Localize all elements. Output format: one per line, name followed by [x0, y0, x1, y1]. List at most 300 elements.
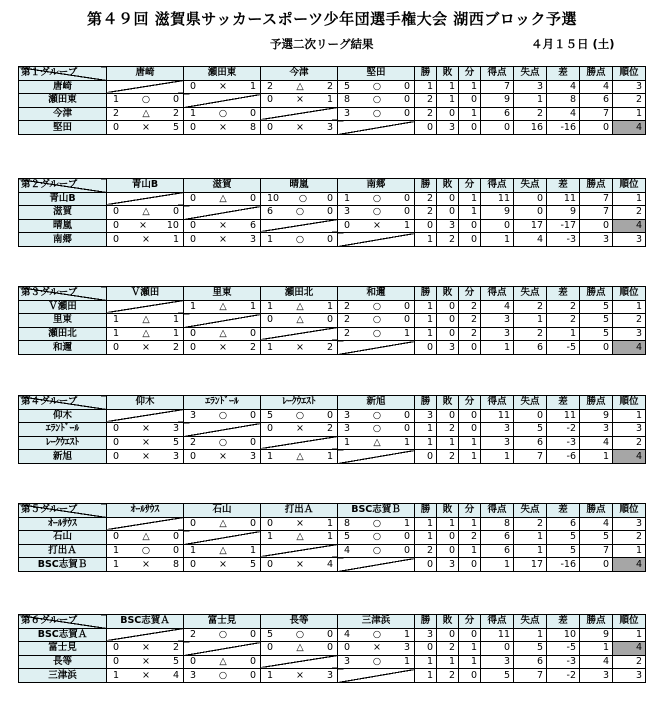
stat-header: 得点 — [481, 504, 514, 518]
match-result-cell — [107, 655, 184, 669]
match-result-cell — [184, 409, 261, 423]
self-match-cell — [338, 669, 415, 683]
goals-against-cell: 1 — [514, 544, 547, 558]
wins-cell: 1 — [415, 233, 437, 247]
result-mark: × — [219, 558, 227, 570]
result-mark: ○ — [298, 192, 308, 204]
own-score: 3 — [344, 409, 351, 421]
rank-cell: 1 — [613, 544, 646, 558]
own-score: 0 — [113, 437, 120, 449]
rank-cell: 2 — [613, 436, 646, 450]
draws-cell: 0 — [459, 628, 481, 642]
match-result-cell — [261, 517, 338, 531]
opp-score: 2 — [326, 423, 333, 435]
stat-header: 分 — [459, 179, 481, 193]
team-name: ﾚｰｸｳｴｽﾄ — [19, 436, 107, 450]
own-score: 2 — [190, 628, 197, 640]
goals-against-cell: 7 — [514, 669, 547, 683]
match-result-cell — [261, 300, 338, 314]
match-result-cell — [107, 642, 184, 656]
losses-cell: 1 — [437, 80, 459, 94]
opponent-header: 三津浜 — [338, 615, 415, 629]
goals-for-cell: 4 — [481, 300, 514, 314]
draws-cell: 0 — [459, 121, 481, 135]
result-mark: △ — [142, 206, 150, 218]
rank-cell: 3 — [613, 233, 646, 247]
match-result-cell — [107, 219, 184, 233]
goals-against-cell: 2 — [514, 107, 547, 121]
opp-score: 2 — [326, 80, 333, 92]
own-score: 1 — [113, 314, 120, 326]
group-header-row — [19, 615, 646, 629]
result-mark: △ — [142, 328, 150, 340]
opp-score: 0 — [326, 192, 333, 204]
stat-header: 勝点 — [580, 504, 613, 518]
opponent-header: 南郷 — [338, 179, 415, 193]
own-score: 0 — [113, 531, 120, 543]
goals-for-cell: 1 — [481, 558, 514, 572]
opp-score: 1 — [172, 314, 179, 326]
points-cell: 7 — [580, 192, 613, 206]
result-mark: × — [138, 220, 147, 232]
own-score: 0 — [113, 642, 120, 654]
match-result-cell — [184, 544, 261, 558]
team-row — [19, 192, 646, 206]
self-match-cell — [261, 327, 338, 341]
goal-diff-cell: 5 — [547, 544, 580, 558]
match-result-cell — [338, 531, 415, 545]
opp-score: 0 — [403, 423, 410, 435]
own-score: 4 — [344, 628, 351, 640]
stat-header: 勝点 — [580, 67, 613, 81]
opp-score: 0 — [403, 94, 410, 106]
stat-header: 勝 — [415, 615, 437, 629]
goals-for-cell: 3 — [481, 314, 514, 328]
own-score: 3 — [344, 108, 351, 120]
opponent-header: 長等 — [261, 615, 338, 629]
page-title: 第４９回 滋賀県サッカースポーツ少年団選手権大会 湖西ブロック予選 — [87, 10, 577, 28]
points-cell: 1 — [580, 642, 613, 656]
match-result-cell — [338, 517, 415, 531]
goal-diff-cell: 2 — [547, 300, 580, 314]
match-result-cell — [107, 107, 184, 121]
rank-cell: 2 — [613, 206, 646, 220]
losses-cell: 0 — [437, 327, 459, 341]
opp-score: 3 — [326, 121, 333, 133]
result-mark: × — [219, 121, 227, 133]
opp-score: 0 — [249, 437, 256, 449]
goals-for-cell: 1 — [481, 233, 514, 247]
goals-against-cell: 5 — [514, 423, 547, 437]
stat-header: 得点 — [481, 396, 514, 410]
result-mark: × — [219, 341, 227, 353]
result-mark: ○ — [218, 669, 228, 681]
own-score: 0 — [267, 642, 274, 654]
opp-score: 1 — [403, 517, 410, 529]
goals-against-cell: 0 — [514, 206, 547, 220]
own-score: 0 — [267, 314, 274, 326]
points-cell: 9 — [580, 409, 613, 423]
own-score: 1 — [267, 341, 274, 353]
points-cell: 9 — [580, 628, 613, 642]
result-mark: △ — [142, 314, 150, 326]
team-row — [19, 655, 646, 669]
group-name: 第２グループ — [19, 179, 107, 193]
own-score: 1 — [344, 192, 351, 204]
own-score: 3 — [344, 206, 351, 218]
goals-for-cell: 6 — [481, 107, 514, 121]
result-mark: × — [142, 450, 150, 462]
self-match-cell — [261, 107, 338, 121]
goals-against-cell: 2 — [514, 300, 547, 314]
opp-score: 10 — [166, 220, 179, 232]
opp-score: 0 — [403, 409, 410, 421]
goals-for-cell: 3 — [481, 327, 514, 341]
match-result-cell — [338, 219, 415, 233]
group-name: 第３グループ — [19, 287, 107, 301]
wins-cell: 0 — [415, 219, 437, 233]
rank-cell: 2 — [613, 655, 646, 669]
own-score: 0 — [190, 328, 197, 340]
wins-cell: 2 — [415, 107, 437, 121]
own-score: 0 — [267, 121, 274, 133]
draws-cell: 2 — [459, 327, 481, 341]
stat-header: 失点 — [514, 179, 547, 193]
goals-against-cell: 1 — [514, 531, 547, 545]
own-score: 2 — [267, 80, 274, 92]
match-result-cell — [261, 341, 338, 355]
stat-header: 得点 — [481, 67, 514, 81]
own-score: 1 — [267, 450, 274, 462]
losses-cell: 0 — [437, 206, 459, 220]
goals-against-cell: 3 — [514, 80, 547, 94]
draws-cell: 1 — [459, 206, 481, 220]
opponent-header: 青山B — [107, 179, 184, 193]
points-cell: 4 — [580, 436, 613, 450]
goal-diff-cell: -5 — [547, 341, 580, 355]
points-cell: 7 — [580, 107, 613, 121]
team-row — [19, 531, 646, 545]
match-result-cell — [338, 314, 415, 328]
draws-cell: 1 — [459, 544, 481, 558]
match-result-cell — [261, 121, 338, 135]
group-table — [18, 178, 646, 247]
goals-against-cell: 5 — [514, 642, 547, 656]
result-mark: ○ — [372, 108, 382, 120]
draws-cell: 2 — [459, 300, 481, 314]
own-score: 0 — [344, 220, 351, 232]
stat-header: 順位 — [613, 67, 646, 81]
wins-cell: 0 — [415, 121, 437, 135]
wins-cell: 0 — [415, 642, 437, 656]
wins-cell: 1 — [415, 517, 437, 531]
match-result-cell — [184, 450, 261, 464]
result-mark: × — [373, 642, 381, 654]
opponent-header: 新旭 — [338, 396, 415, 410]
own-score: 2 — [344, 328, 351, 340]
opp-score: 5 — [172, 121, 179, 133]
team-name: ｵｰﾙｻｳｽ — [19, 517, 107, 531]
points-cell: 4 — [580, 517, 613, 531]
match-result-cell — [261, 531, 338, 545]
team-name: 今津 — [19, 107, 107, 121]
team-name: 新旭 — [19, 450, 107, 464]
team-row — [19, 423, 646, 437]
own-score: 0 — [113, 423, 120, 435]
opp-score: 0 — [249, 656, 256, 668]
goal-diff-cell: -3 — [547, 233, 580, 247]
points-cell: 0 — [580, 219, 613, 233]
goal-diff-cell: -17 — [547, 219, 580, 233]
points-cell: 0 — [580, 121, 613, 135]
goals-against-cell: 1 — [514, 314, 547, 328]
goal-diff-cell: -6 — [547, 450, 580, 464]
wins-cell: 1 — [415, 669, 437, 683]
team-name: 長等 — [19, 655, 107, 669]
opponent-header: 瀬田北 — [261, 287, 338, 301]
points-cell: 3 — [580, 233, 613, 247]
own-score: 5 — [344, 80, 351, 92]
result-mark: △ — [296, 450, 304, 462]
opponent-header: ｵｰﾙｻｳｽ — [107, 504, 184, 518]
result-mark: △ — [219, 328, 227, 340]
match-result-cell — [184, 300, 261, 314]
group-header-row — [19, 504, 646, 518]
stat-header: 勝点 — [580, 615, 613, 629]
opponent-header: BSC志賀Ａ — [107, 615, 184, 629]
opp-score: 1 — [249, 80, 256, 92]
goal-diff-cell: -3 — [547, 655, 580, 669]
opp-score: 0 — [403, 206, 410, 218]
opp-score: 0 — [249, 628, 256, 640]
group-name: 第４グループ — [19, 396, 107, 410]
losses-cell: 2 — [437, 423, 459, 437]
team-row — [19, 121, 646, 135]
stat-header: 勝 — [415, 504, 437, 518]
opp-score: 0 — [326, 409, 333, 421]
result-mark: ○ — [218, 409, 228, 421]
goals-for-cell: 3 — [481, 655, 514, 669]
opponent-header: Ｖ瀬田 — [107, 287, 184, 301]
match-result-cell — [184, 107, 261, 121]
opp-score: 0 — [403, 545, 410, 557]
match-result-cell — [261, 450, 338, 464]
team-row — [19, 341, 646, 355]
match-result-cell — [184, 341, 261, 355]
goals-against-cell: 1 — [514, 94, 547, 108]
opponent-header: 唐崎 — [107, 67, 184, 81]
rank-cell: 4 — [613, 341, 646, 355]
goals-for-cell: 9 — [481, 94, 514, 108]
result-mark: × — [219, 80, 227, 92]
own-score: 0 — [267, 423, 274, 435]
result-mark: × — [142, 558, 150, 570]
points-cell: 1 — [580, 450, 613, 464]
rank-cell: 4 — [613, 642, 646, 656]
losses-cell: 3 — [437, 219, 459, 233]
own-score: 8 — [344, 517, 351, 529]
goals-for-cell: 6 — [481, 531, 514, 545]
result-mark: △ — [219, 300, 227, 312]
own-score: 1 — [190, 545, 197, 557]
result-mark: ○ — [372, 628, 382, 640]
points-cell: 0 — [580, 341, 613, 355]
losses-cell: 0 — [437, 531, 459, 545]
wins-cell: 2 — [415, 94, 437, 108]
points-cell: 7 — [580, 544, 613, 558]
self-match-cell — [184, 206, 261, 220]
opponent-header: 滋賀 — [184, 179, 261, 193]
own-score: 0 — [113, 220, 120, 232]
own-score: 0 — [190, 656, 197, 668]
points-cell: 5 — [580, 300, 613, 314]
losses-cell: 0 — [437, 409, 459, 423]
match-result-cell — [338, 206, 415, 220]
wins-cell: 1 — [415, 423, 437, 437]
result-mark: × — [296, 517, 304, 529]
result-mark: ○ — [372, 314, 382, 326]
own-score: 3 — [190, 409, 197, 421]
rank-cell: 1 — [613, 192, 646, 206]
self-match-cell — [184, 531, 261, 545]
own-score: 2 — [190, 437, 197, 449]
opp-score: 3 — [249, 450, 256, 462]
stat-header: 順位 — [613, 615, 646, 629]
own-score: 1 — [267, 669, 274, 681]
losses-cell: 0 — [437, 192, 459, 206]
own-score: 2 — [344, 300, 351, 312]
own-score: 1 — [113, 545, 120, 557]
goals-against-cell: 7 — [514, 450, 547, 464]
result-mark: ○ — [372, 656, 382, 668]
group-table — [18, 395, 646, 464]
draws-cell: 0 — [459, 423, 481, 437]
result-mark: ○ — [218, 628, 228, 640]
match-result-cell — [184, 327, 261, 341]
own-score: 0 — [267, 94, 274, 106]
self-match-cell — [338, 121, 415, 135]
own-score: 8 — [344, 94, 351, 106]
team-row — [19, 669, 646, 683]
team-name: 堅田 — [19, 121, 107, 135]
own-score: 0 — [190, 233, 197, 245]
opp-score: 1 — [403, 656, 410, 668]
team-name: 仰木 — [19, 409, 107, 423]
opp-score: 2 — [172, 341, 179, 353]
goals-for-cell: 8 — [481, 517, 514, 531]
goals-against-cell: 17 — [514, 219, 547, 233]
result-mark: ○ — [372, 409, 382, 421]
rank-cell: 3 — [613, 423, 646, 437]
opponent-header: ｴﾗﾝﾄﾞｰﾙ — [184, 396, 261, 410]
team-row — [19, 300, 646, 314]
goals-for-cell: 11 — [481, 628, 514, 642]
self-match-cell — [107, 80, 184, 94]
stat-header: 差 — [547, 615, 580, 629]
match-result-cell — [261, 80, 338, 94]
group-header-row — [19, 287, 646, 301]
stat-header: 分 — [459, 67, 481, 81]
team-row — [19, 314, 646, 328]
result-mark: ○ — [372, 206, 382, 218]
opp-score: 1 — [403, 220, 410, 232]
self-match-cell — [184, 642, 261, 656]
stat-header: 差 — [547, 287, 580, 301]
team-row — [19, 642, 646, 656]
draws-cell: 0 — [459, 558, 481, 572]
stat-header: 敗 — [437, 179, 459, 193]
losses-cell: 0 — [437, 300, 459, 314]
stat-header: 勝点 — [580, 179, 613, 193]
own-score: 0 — [190, 121, 197, 133]
match-result-cell — [261, 628, 338, 642]
match-result-cell — [107, 669, 184, 683]
goals-against-cell: 6 — [514, 436, 547, 450]
stat-header: 順位 — [613, 396, 646, 410]
opp-score: 1 — [249, 300, 256, 312]
points-cell: 5 — [580, 531, 613, 545]
match-result-cell — [107, 206, 184, 220]
result-mark: △ — [373, 437, 381, 449]
own-score: 0 — [190, 80, 197, 92]
self-match-cell — [107, 628, 184, 642]
rank-cell: 1 — [613, 300, 646, 314]
match-result-cell — [338, 192, 415, 206]
goals-for-cell: 0 — [481, 219, 514, 233]
opp-score: 0 — [403, 314, 410, 326]
opp-score: 0 — [326, 233, 333, 245]
stat-header: 勝 — [415, 67, 437, 81]
points-cell: 4 — [580, 655, 613, 669]
self-match-cell — [261, 544, 338, 558]
self-match-cell — [261, 436, 338, 450]
team-name: 三津浜 — [19, 669, 107, 683]
stat-header: 失点 — [514, 396, 547, 410]
result-mark: △ — [142, 108, 150, 120]
stat-header: 勝 — [415, 179, 437, 193]
stat-header: 差 — [547, 179, 580, 193]
opp-score: 0 — [326, 206, 333, 218]
losses-cell: 0 — [437, 107, 459, 121]
opponent-header: 富士見 — [184, 615, 261, 629]
draws-cell: 2 — [459, 314, 481, 328]
goals-for-cell: 6 — [481, 544, 514, 558]
goal-diff-cell: 10 — [547, 628, 580, 642]
opp-score: 1 — [403, 628, 410, 640]
result-mark: × — [219, 233, 227, 245]
rank-cell: 2 — [613, 314, 646, 328]
own-score: 0 — [267, 517, 274, 529]
team-row — [19, 107, 646, 121]
goals-for-cell: 0 — [481, 121, 514, 135]
goal-diff-cell: -3 — [547, 436, 580, 450]
team-row — [19, 206, 646, 220]
self-match-cell — [107, 517, 184, 531]
match-result-cell — [261, 206, 338, 220]
own-score: 1 — [190, 108, 197, 120]
own-score: 3 — [344, 423, 351, 435]
match-result-cell — [184, 517, 261, 531]
result-mark: ○ — [372, 517, 382, 529]
opp-score: 0 — [403, 192, 410, 204]
wins-cell: 1 — [415, 80, 437, 94]
result-mark: × — [142, 423, 150, 435]
points-cell: 5 — [580, 327, 613, 341]
own-score: 5 — [344, 531, 351, 543]
opp-score: 0 — [172, 206, 179, 218]
match-result-cell — [184, 628, 261, 642]
stat-header: 得点 — [481, 615, 514, 629]
